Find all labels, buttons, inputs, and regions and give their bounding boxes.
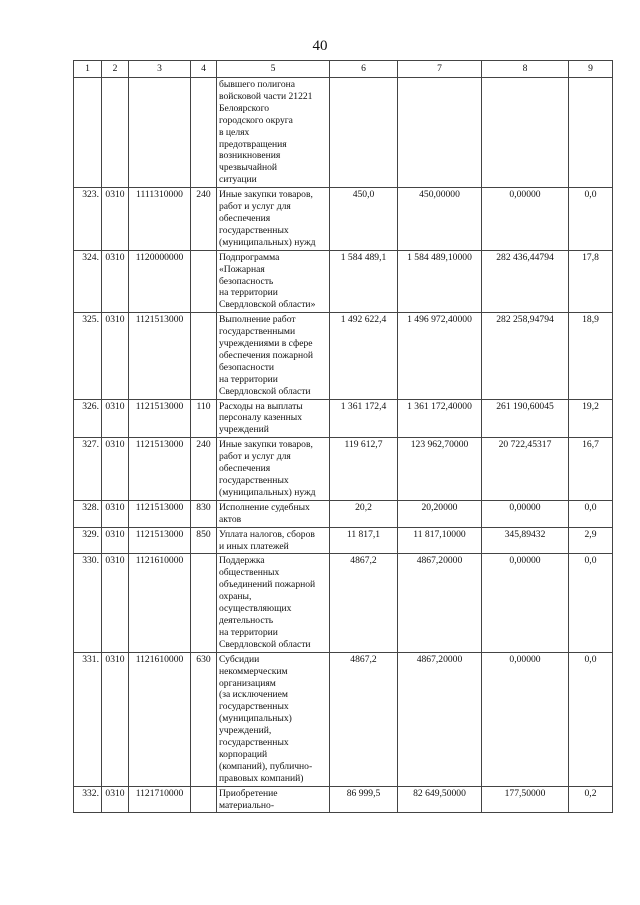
header-cell: 9 <box>569 61 613 78</box>
expense-type-cell: 110 <box>191 399 217 438</box>
section-code-cell: 0310 <box>102 500 129 527</box>
description-cell: Исполнение судебных актов <box>217 500 330 527</box>
percent-cell: 16,7 <box>569 438 613 501</box>
approved-amount-cell: 119 612,7 <box>330 438 398 501</box>
executed-amount-cell: 282 258,94794 <box>482 313 569 399</box>
adjusted-amount-cell: 123 962,70000 <box>398 438 482 501</box>
header-cell: 1 <box>74 61 102 78</box>
executed-amount-cell <box>482 78 569 188</box>
table-row <box>74 78 613 188</box>
table-row <box>74 652 613 786</box>
target-article-cell: 1121513000 <box>129 438 191 501</box>
description-cell: бывшего полигона войсковой части 21221 Белоярского городского округа в целях предотвращения возникновения чрезвычайной ситуации <box>217 78 330 188</box>
executed-amount-cell: 0,00000 <box>482 652 569 786</box>
adjusted-amount-cell: 82 649,50000 <box>398 786 482 813</box>
target-article-cell: 1111310000 <box>129 188 191 251</box>
section-code-cell: 0310 <box>102 438 129 501</box>
executed-amount-cell: 0,00000 <box>482 500 569 527</box>
budget-table <box>73 60 613 813</box>
table-row <box>74 554 613 652</box>
table-row <box>74 438 613 501</box>
expense-type-cell <box>191 250 217 313</box>
expense-type-cell: 830 <box>191 500 217 527</box>
adjusted-amount-cell <box>398 78 482 188</box>
expense-type-cell: 850 <box>191 527 217 554</box>
column-number-header <box>74 61 613 78</box>
adjusted-amount-cell: 11 817,10000 <box>398 527 482 554</box>
description-cell: Уплата налогов, сборов и иных платежей <box>217 527 330 554</box>
description-cell: Приобретение материально- <box>217 786 330 813</box>
row-number-cell: 325. <box>74 313 102 399</box>
target-article-cell: 1121513000 <box>129 399 191 438</box>
description-cell: Выполнение работ государственными учреждениями в сфере обеспечения пожарной безопасности на территории Свердловской области <box>217 313 330 399</box>
adjusted-amount-cell: 1 584 489,10000 <box>398 250 482 313</box>
adjusted-amount-cell: 450,00000 <box>398 188 482 251</box>
percent-cell: 19,2 <box>569 399 613 438</box>
expense-type-cell <box>191 786 217 813</box>
target-article-cell: 1121710000 <box>129 786 191 813</box>
section-code-cell: 0310 <box>102 313 129 399</box>
table-row <box>74 527 613 554</box>
section-code-cell: 0310 <box>102 786 129 813</box>
row-number-cell: 327. <box>74 438 102 501</box>
approved-amount-cell <box>330 78 398 188</box>
row-number-cell <box>74 78 102 188</box>
header-cell: 5 <box>217 61 330 78</box>
section-code-cell: 0310 <box>102 250 129 313</box>
section-code-cell: 0310 <box>102 399 129 438</box>
approved-amount-cell: 20,2 <box>330 500 398 527</box>
section-code-cell: 0310 <box>102 554 129 652</box>
description-cell: Поддержка общественных объединений пожарной охраны, осуществляющих деятельность на территории Свердловской области <box>217 554 330 652</box>
table-row <box>74 188 613 251</box>
approved-amount-cell: 1 361 172,4 <box>330 399 398 438</box>
target-article-cell <box>129 78 191 188</box>
header-cell: 3 <box>129 61 191 78</box>
description-cell: Иные закупки товаров, работ и услуг для обеспечения государственных (муниципальных) нужд <box>217 438 330 501</box>
approved-amount-cell: 11 817,1 <box>330 527 398 554</box>
percent-cell: 0,0 <box>569 652 613 786</box>
table-row <box>74 399 613 438</box>
executed-amount-cell: 345,89432 <box>482 527 569 554</box>
expense-type-cell <box>191 554 217 652</box>
expense-type-cell: 240 <box>191 188 217 251</box>
percent-cell <box>569 78 613 188</box>
adjusted-amount-cell: 4867,20000 <box>398 652 482 786</box>
executed-amount-cell: 177,50000 <box>482 786 569 813</box>
table-row <box>74 786 613 813</box>
expense-type-cell <box>191 313 217 399</box>
target-article-cell: 1121610000 <box>129 652 191 786</box>
header-cell: 4 <box>191 61 217 78</box>
percent-cell: 0,0 <box>569 554 613 652</box>
page-number: 40 <box>312 38 328 54</box>
row-number-cell: 324. <box>74 250 102 313</box>
target-article-cell: 1121513000 <box>129 313 191 399</box>
table-row <box>74 500 613 527</box>
target-article-cell: 1121513000 <box>129 500 191 527</box>
row-number-cell: 329. <box>74 527 102 554</box>
approved-amount-cell: 1 492 622,4 <box>330 313 398 399</box>
percent-cell: 18,9 <box>569 313 613 399</box>
table-row <box>74 250 613 313</box>
percent-cell: 2,9 <box>569 527 613 554</box>
percent-cell: 0,0 <box>569 188 613 251</box>
section-code-cell: 0310 <box>102 527 129 554</box>
executed-amount-cell: 0,00000 <box>482 554 569 652</box>
description-cell: Иные закупки товаров, работ и услуг для обеспечения государственных (муниципальных) нужд <box>217 188 330 251</box>
row-number-cell: 326. <box>74 399 102 438</box>
adjusted-amount-cell: 1 361 172,40000 <box>398 399 482 438</box>
description-cell: Субсидии некоммерческим организациям (за исключением государственных (муниципальных) учреждений, государственных корпораций (компаний), публично- правовых компаний) <box>217 652 330 786</box>
executed-amount-cell: 282 436,44794 <box>482 250 569 313</box>
approved-amount-cell: 1 584 489,1 <box>330 250 398 313</box>
header-cell: 2 <box>102 61 129 78</box>
row-number-cell: 331. <box>74 652 102 786</box>
percent-cell: 17,8 <box>569 250 613 313</box>
row-number-cell: 330. <box>74 554 102 652</box>
header-cell: 8 <box>482 61 569 78</box>
target-article-cell: 1120000000 <box>129 250 191 313</box>
header-cell: 6 <box>330 61 398 78</box>
executed-amount-cell: 261 190,60045 <box>482 399 569 438</box>
section-code-cell: 0310 <box>102 188 129 251</box>
expense-type-cell: 240 <box>191 438 217 501</box>
approved-amount-cell: 4867,2 <box>330 554 398 652</box>
adjusted-amount-cell: 4867,20000 <box>398 554 482 652</box>
approved-amount-cell: 450,0 <box>330 188 398 251</box>
adjusted-amount-cell: 1 496 972,40000 <box>398 313 482 399</box>
section-code-cell: 0310 <box>102 652 129 786</box>
target-article-cell: 1121610000 <box>129 554 191 652</box>
description-cell: Расходы на выплаты персоналу казенных учреждений <box>217 399 330 438</box>
adjusted-amount-cell: 20,20000 <box>398 500 482 527</box>
row-number-cell: 323. <box>74 188 102 251</box>
section-code-cell <box>102 78 129 188</box>
executed-amount-cell: 0,00000 <box>482 188 569 251</box>
row-number-cell: 328. <box>74 500 102 527</box>
table-row <box>74 313 613 399</box>
row-number-cell: 332. <box>74 786 102 813</box>
percent-cell: 0,2 <box>569 786 613 813</box>
approved-amount-cell: 86 999,5 <box>330 786 398 813</box>
executed-amount-cell: 20 722,45317 <box>482 438 569 501</box>
approved-amount-cell: 4867,2 <box>330 652 398 786</box>
description-cell: Подпрограмма «Пожарная безопасность на территории Свердловской области» <box>217 250 330 313</box>
expense-type-cell <box>191 78 217 188</box>
expense-type-cell: 630 <box>191 652 217 786</box>
percent-cell: 0,0 <box>569 500 613 527</box>
header-cell: 7 <box>398 61 482 78</box>
target-article-cell: 1121513000 <box>129 527 191 554</box>
